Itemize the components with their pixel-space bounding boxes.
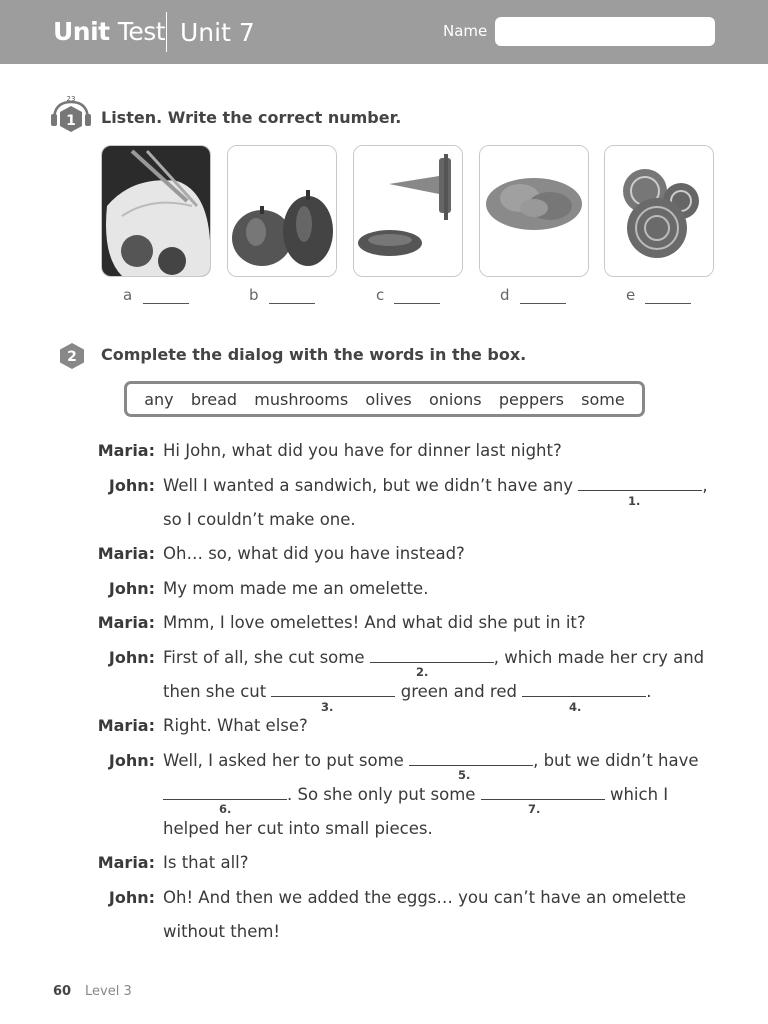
word-box xyxy=(124,381,645,417)
blank-number: 2. xyxy=(416,665,429,679)
picture-label: b xyxy=(249,286,259,304)
word-item: mushrooms xyxy=(254,389,349,409)
blank-3[interactable] xyxy=(271,682,395,697)
speaker-john: John: xyxy=(108,579,155,598)
word-item: some xyxy=(581,389,625,409)
dialog-line: First of all, she cut some , which made her cry and xyxy=(163,648,705,667)
answer-line-e[interactable] xyxy=(645,303,691,304)
dialog-line: helped her cut into small pieces. xyxy=(163,819,433,838)
word-item: any xyxy=(144,389,174,409)
exercise-2-badge xyxy=(60,343,84,369)
blank-1[interactable] xyxy=(578,476,702,491)
speaker-maria: Maria: xyxy=(97,544,155,563)
page-number: 60 xyxy=(53,984,72,999)
blank-5[interactable] xyxy=(409,751,533,766)
blank-4[interactable] xyxy=(522,682,646,697)
blank-number: 6. xyxy=(219,802,232,816)
picture-b-peppers xyxy=(227,145,337,277)
svg-text:23: 23 xyxy=(66,96,76,103)
word-item: onions xyxy=(428,389,482,409)
picture-c-mushroom xyxy=(353,145,463,277)
dialog-line: Oh… so, what did you have instead? xyxy=(163,544,465,563)
speaker-maria: Maria: xyxy=(97,716,155,735)
header-divider xyxy=(166,12,167,52)
answer-line-a[interactable] xyxy=(143,303,189,304)
answer-line-c[interactable] xyxy=(394,303,440,304)
dialog-line: . So she only put some which I xyxy=(163,785,668,804)
level-label: Level 3 xyxy=(85,984,132,999)
answer-line-b[interactable] xyxy=(269,303,315,304)
picture-label: e xyxy=(626,286,636,304)
name-label: Name xyxy=(443,22,488,40)
dialog-line: Hi John, what did you have for dinner last night? xyxy=(163,441,562,460)
speaker-john: John: xyxy=(108,648,155,667)
unit-number: Unit 7 xyxy=(180,18,255,47)
blank-number: 3. xyxy=(321,700,334,714)
dialog-line: Is that all? xyxy=(163,853,249,872)
blank-2[interactable] xyxy=(370,648,494,663)
word-item: olives xyxy=(365,389,412,409)
speaker-maria: Maria: xyxy=(97,853,155,872)
speaker-maria: Maria: xyxy=(97,613,155,632)
svg-text:2: 2 xyxy=(67,349,77,365)
speaker-john: John: xyxy=(108,888,155,907)
svg-text:1: 1 xyxy=(66,113,76,129)
blank-number: 7. xyxy=(528,802,541,816)
blank-7[interactable] xyxy=(481,785,605,800)
speaker-john: John: xyxy=(108,476,155,495)
dialog-line: Mmm, I love omelettes! And what did she put in it? xyxy=(163,613,586,632)
picture-d-lettuce xyxy=(479,145,589,277)
dialog-line: so I couldn’t make one. xyxy=(163,510,356,529)
word-item: peppers xyxy=(498,389,564,409)
headphones-icon[interactable] xyxy=(49,96,93,134)
speaker-john: John: xyxy=(108,751,155,770)
exercise-1-instruction: Listen. Write the correct number. xyxy=(101,108,402,127)
picture-label: c xyxy=(376,286,385,304)
dialog-line: Well, I asked her to put some , but we didn’t have xyxy=(163,751,699,770)
picture-label: a xyxy=(123,286,133,304)
dialog-line: Right. What else? xyxy=(163,716,308,735)
blank-number: 4. xyxy=(569,700,582,714)
exercise-2-instruction: Complete the dialog with the words in the box. xyxy=(101,345,527,364)
dialog-line: without them! xyxy=(163,922,281,941)
speaker-maria: Maria: xyxy=(97,441,155,460)
blank-6[interactable] xyxy=(163,785,287,800)
header-bar xyxy=(0,0,768,64)
word-item: bread xyxy=(190,389,238,409)
answer-line-d[interactable] xyxy=(520,303,566,304)
dialog-line: then she cut green and red . xyxy=(163,682,652,701)
unit-test-title: Unit Test xyxy=(53,17,166,46)
picture-label: d xyxy=(500,286,510,304)
name-field[interactable] xyxy=(495,17,715,46)
dialog-line: My mom made me an omelette. xyxy=(163,579,429,598)
blank-number: 5. xyxy=(458,768,471,782)
dialog-line: Oh! And then we added the eggs… you can’t have an omelette xyxy=(163,888,686,907)
dialog-line: Well I wanted a sandwich, but we didn’t have any , xyxy=(163,476,708,495)
blank-number: 1. xyxy=(628,494,641,508)
picture-a-bread xyxy=(101,145,211,277)
picture-e-onions xyxy=(604,145,714,277)
